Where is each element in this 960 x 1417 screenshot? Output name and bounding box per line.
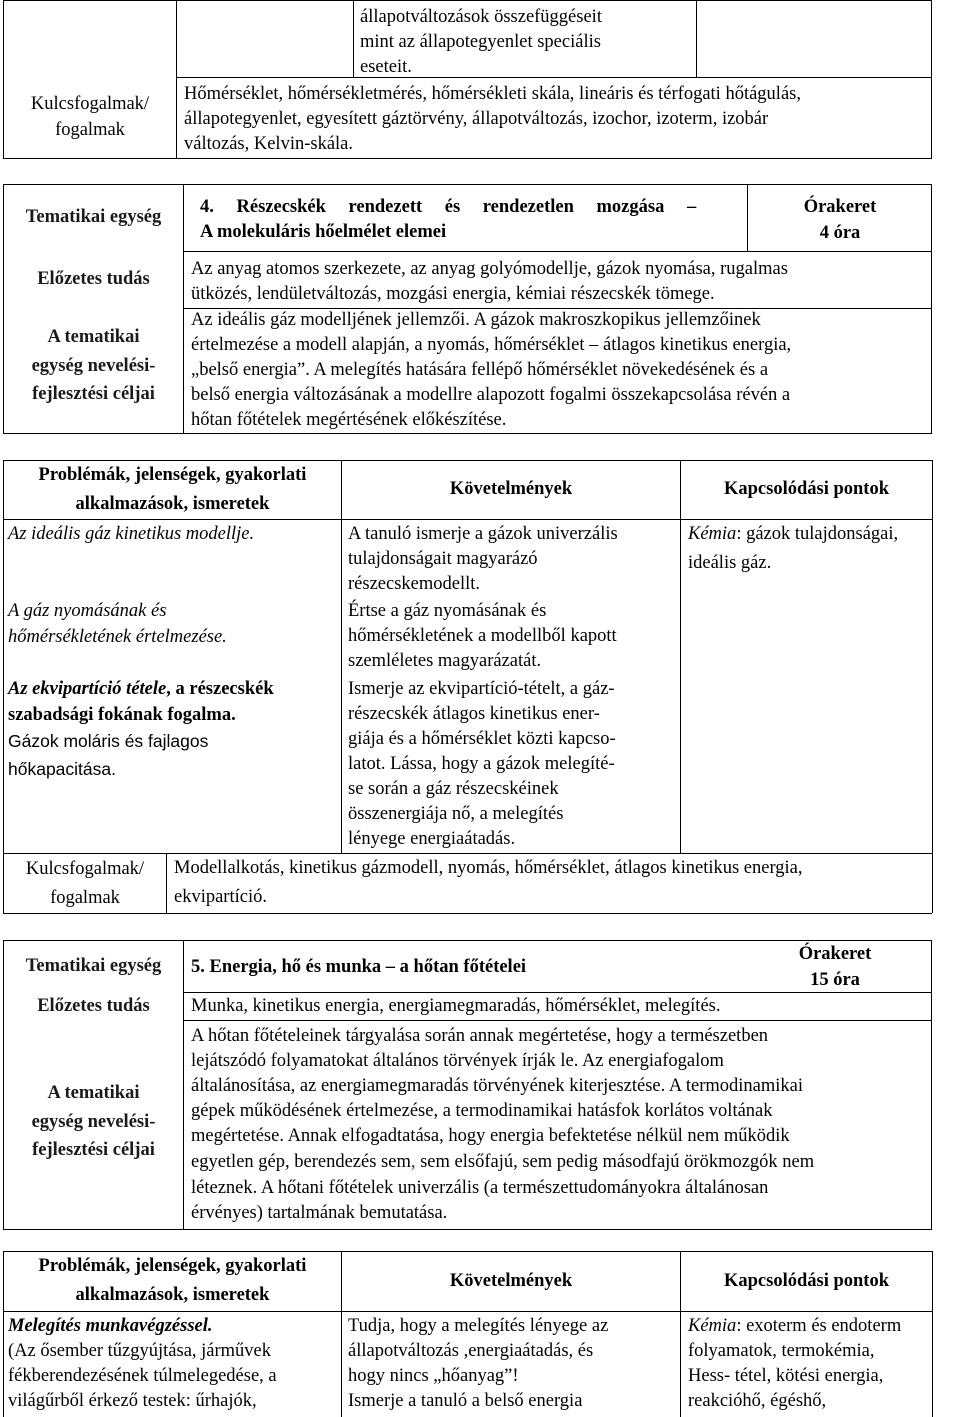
text-line: Munka, kinetikus energia, energiamegmaradás, hőmérséklet, melegítés.: [191, 996, 721, 1016]
thematic-unit-label: Tematikai egység: [25, 956, 162, 976]
term-rest: , a részecskék: [166, 679, 274, 699]
unit4-hours: [748, 195, 932, 246]
col-divider: [932, 1251, 933, 1417]
text-line: lejátszódó folyamatokat általános törvények írják le. Az energiafogalom: [191, 1051, 724, 1071]
problem-item: [8, 677, 274, 703]
goals-label-line: A tematikai: [47, 327, 140, 347]
table5-head-problems: [4, 1254, 341, 1308]
col-divider: [3, 460, 4, 913]
key-concepts-label: [6, 92, 174, 143]
text-line: léteznek. A hőtani főtételek univerzális (a természettudományokra általánosan: [191, 1178, 769, 1198]
text-span: egyetlen gép, berendezés sem: [191, 1152, 411, 1172]
text-line: ekvipartíció.: [174, 887, 267, 907]
term-italic: Az ekvipartíció tétele: [8, 679, 167, 699]
text-line: [191, 1150, 814, 1176]
text-line: latot. Lássa, hogy a gázok melegíté-: [348, 754, 615, 774]
connection-line: reakcióhő, égéshő,: [688, 1391, 827, 1411]
connection-line: [688, 1314, 901, 1340]
text-line: megértetése. Annak elfogadtatása, hogy energia befektetése nélkül nem működik: [191, 1126, 790, 1146]
text-line: Tudja, hogy a melegítés lényege az: [348, 1316, 609, 1336]
key-label-line: fogalmak: [50, 887, 120, 908]
text-line: Ismerje az ekvipartíció-tételt, a gáz-: [348, 679, 615, 699]
problem-item: Gázok moláris és fajlagos: [8, 731, 209, 751]
goals-label: [6, 325, 181, 408]
text-line: gépek működésének értelmezése, a termodinamikai hatásfok korlátos voltának: [191, 1101, 773, 1121]
problem-item: szabadsági fokának fogalma.: [8, 705, 236, 725]
goals-label-line: egység nevelési-: [31, 1111, 156, 1132]
text-span: sem elsőfajú, sem pedig másodfajú örökmozgók nem: [415, 1152, 815, 1172]
hours-label: Órakeret: [803, 197, 877, 217]
text-line: se során a gáz részecskéinek: [348, 779, 559, 799]
text-line: eseteit.: [360, 57, 412, 77]
text-line: hőmérsékletének a modellből kapott: [348, 626, 617, 646]
col-divider: [932, 460, 933, 913]
hours-value: 4 óra: [819, 222, 861, 243]
hours-value: 15 óra: [810, 969, 860, 990]
table4-head-problems: [4, 463, 341, 517]
row-divider: [3, 460, 932, 461]
problem-item: hőkapacitása.: [8, 759, 116, 779]
unit4-title-line1: [200, 195, 696, 221]
goals-label-line: egység nevelési-: [31, 355, 156, 376]
head-line: alkalmazások, ismeretek: [75, 493, 270, 514]
problem-item: Melegítés munkavégzéssel.: [8, 1316, 213, 1336]
key-label-line: fogalmak: [55, 119, 125, 140]
text-line: tulajdonságait magyarázó: [348, 549, 538, 569]
text-line: Hőmérséklet, hőmérsékletmérés, hőmérsékleti skála, lineáris és térfogati hőtágulás,: [184, 84, 801, 104]
text-line: ütközés, lendületváltozás, mozgási energia, kémiai részecskék tömege.: [191, 284, 715, 304]
unit5-hours: [740, 942, 930, 993]
text-line: szemléletes magyarázatát.: [348, 651, 542, 671]
col-divider: [183, 184, 184, 434]
row-divider: [3, 519, 932, 520]
connection-text: : exoterm és endoterm: [736, 1316, 902, 1336]
text-line: állapotváltozások összefüggéseit: [360, 7, 602, 27]
text-line: hőtan főtételek megértésének előkészítése.: [191, 410, 507, 430]
prior-knowledge-label: Előzetes tudás: [37, 269, 150, 289]
text-line: általánosítása, az energiamegmaradás törvényének kiterjesztése. A termodinamikai: [191, 1076, 803, 1096]
key-concepts-label: [4, 857, 166, 911]
text-line: „belső energia”. A melegítés hatására fellépő hőmérséklet növekedésének és a: [191, 360, 769, 380]
text-line: állapotváltozás ,energiaátadás, és: [348, 1341, 594, 1361]
key-label-line: Kulcsfogalmak/: [30, 94, 150, 114]
head-line: Problémák, jelenségek, gyakorlati: [38, 465, 307, 485]
table4-head-requirements: Követelmények: [449, 479, 573, 499]
text-line: hogy nincs „hőanyag”!: [348, 1366, 519, 1386]
goals-label: [6, 1081, 181, 1164]
table4-head-connections: Kapcsolódási pontok: [723, 479, 889, 499]
goals-label-line: fejlesztési céljai: [32, 1140, 155, 1160]
text-line: mint az állapotegyenlet speciális: [360, 32, 601, 52]
unit4-title-line2: A molekuláris hőelmélet elemei: [200, 222, 447, 242]
thematic-unit-label: Tematikai egység: [25, 207, 162, 227]
connection-text: : gázok tulajdonságai,: [736, 524, 899, 544]
connection-line: folyamatok, termokémia,: [688, 1341, 875, 1361]
table5-head-connections: Kapcsolódási pontok: [723, 1271, 889, 1291]
connection-line: ideális gáz.: [688, 553, 772, 573]
text-line: lényege energiaátadás.: [348, 829, 516, 849]
problem-item: A gáz nyomásának és: [8, 601, 167, 621]
unit5-title: 5. Energia, hő és munka – a hőtan főtételei: [191, 957, 527, 977]
row-divider: [3, 1311, 932, 1312]
subject-name: Kémia: [688, 524, 737, 544]
goals-label-line: A tematikai: [47, 1083, 140, 1103]
text-line: fékberendezésének túlmelegedése, a: [8, 1366, 277, 1386]
unit4-title-text: 4. Részecskék rendezett és rendezetlen mozgása –: [200, 197, 697, 217]
text-line: giája és a hőmérséklet közti kapcso-: [348, 729, 616, 749]
row-divider: [3, 853, 932, 854]
goals-label-line: fejlesztési céljai: [32, 384, 155, 404]
text-line: összenergiája nő, a melegítés: [348, 804, 564, 824]
text-line: Ismerje a tanuló a belső energia: [348, 1391, 583, 1411]
text-line: Modellalkotás, kinetikus gázmodell, nyomás, hőmérséklet, átlagos kinetikus energia,: [174, 858, 803, 878]
row-divider: [3, 1251, 932, 1252]
highlighted-comma: ,: [410, 1152, 416, 1172]
text-line: (Az ősember tűzgyújtása, járművek: [8, 1341, 272, 1361]
text-line: Az ideális gáz modelljének jellemzői. A gázok makroszkopikus jellemzőinek: [191, 310, 761, 330]
text-line: érvényes) tartalmának bemutatása.: [191, 1203, 448, 1223]
key-label-line: Kulcsfogalmak/: [25, 859, 145, 879]
text-line: világűrből érkező testek: űrhajók,: [8, 1391, 257, 1411]
head-line: alkalmazások, ismeretek: [75, 1284, 270, 1305]
text-line: változás, Kelvin-skála.: [184, 134, 354, 154]
connection-line: Hess- tétel, kötési energia,: [688, 1366, 884, 1386]
head-line: Problémák, jelenségek, gyakorlati: [38, 1256, 307, 1276]
text-line: állapotegyenlet, egyesített gáztörvény, állapotváltozás, izochor, izoterm, izobár: [184, 109, 769, 129]
row-divider: [3, 913, 932, 914]
row-divider: [183, 1020, 932, 1021]
table5-head-requirements: Követelmények: [449, 1271, 573, 1291]
text-line: A tanuló ismerje a gázok univerzális: [348, 524, 618, 544]
text-line: Értse a gáz nyomásának és: [348, 601, 547, 621]
problem-item: Az ideális gáz kinetikus modellje.: [8, 524, 255, 544]
row-divider: [183, 251, 932, 252]
col-divider: [696, 0, 697, 77]
hours-label: Órakeret: [798, 944, 872, 964]
connection-line: [688, 522, 898, 548]
col-divider: [166, 853, 167, 913]
text-line: értelmezése a modell alapján, a nyomás, hőmérséklet – átlagos kinetikus energia,: [191, 335, 792, 355]
text-line: A hőtan főtételeinek tárgyalása során annak megértetése, hogy a természetben: [191, 1026, 769, 1046]
col-divider: [176, 0, 177, 159]
col-divider: [353, 0, 354, 77]
text-line: Az anyag atomos szerkezete, az anyag golyómodellje, gázok nyomása, rugalmas: [191, 259, 788, 279]
problem-item: hőmérsékletének értelmezése.: [8, 627, 227, 647]
col-divider: [183, 940, 184, 1230]
text-line: belső energia változásának a modellre alapozott fogalmi összekapcsolása révén a: [191, 385, 791, 405]
prior-knowledge-label: Előzetes tudás: [37, 996, 150, 1016]
text-line: részecskemodellt.: [348, 574, 481, 594]
text-line: részecskék átlagos kinetikus ener-: [348, 704, 600, 724]
row-divider: [176, 77, 932, 78]
subject-name: Kémia: [688, 1316, 737, 1336]
